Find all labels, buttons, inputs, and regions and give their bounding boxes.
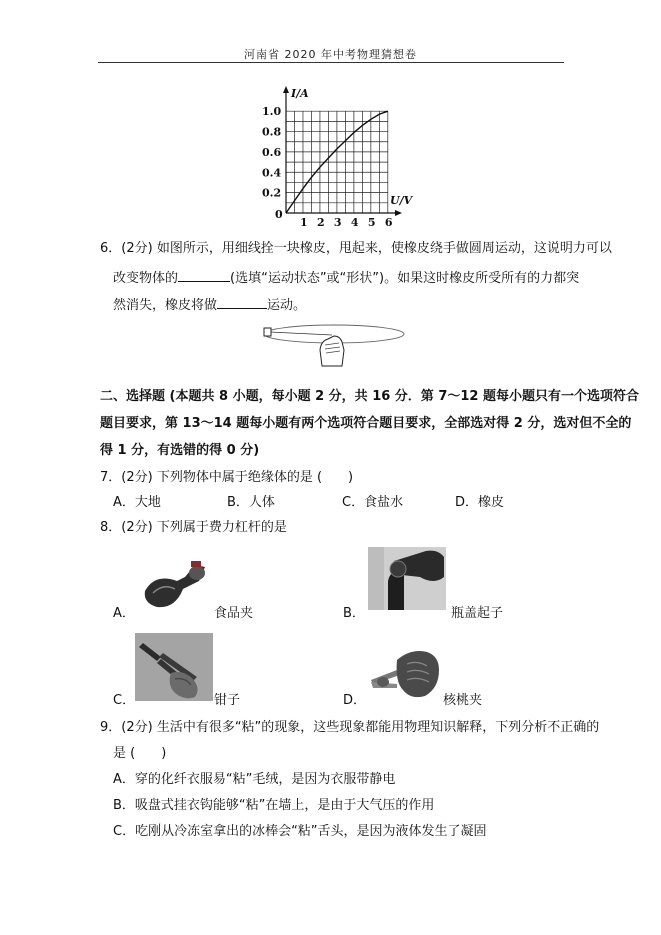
q8-stem: 8．(2分) 下列属于费力杠杆的是 [100,520,287,535]
q6-line3-a: 然消失，橡皮将做 [113,298,218,313]
origin-label: 0 [275,208,283,221]
y-tick-label: 0.4 [262,166,282,180]
y-tick-label: 0.6 [262,145,282,159]
iu-graph [262,82,422,232]
q8-option-a-letter[interactable]: A． [113,606,135,621]
q9-stem-line2: 是 ( ) [113,746,167,761]
header-divider [98,62,564,63]
q6-blank-1[interactable] [178,268,230,282]
q6-line2-b: (选填“运动状态”或“形状”)。如果这时橡皮所受所有的力都突 [230,271,580,286]
swinging-eraser-figure [258,314,408,376]
q6-blank-2[interactable] [217,295,267,309]
q8-option-d-letter[interactable]: D． [343,693,367,708]
q7-option-a[interactable]: A．大地 [113,495,161,510]
q7-option-d[interactable]: D．橡皮 [455,495,505,510]
y-axis-arrow [283,86,289,93]
x-axis-label: U/V [390,194,413,207]
x-tick-label: 4 [350,216,359,229]
q8-option-c-letter[interactable]: C． [113,693,136,708]
hand-icon [320,336,344,366]
walnut-cracker-image [367,640,445,702]
q9-option-c[interactable]: C．吃刚从冷冻室拿出的冰棒会“粘”舌头，是因为液体发生了凝固 [113,824,487,839]
q8-option-c-label: 钳子 [214,693,241,708]
q8-option-b-letter[interactable]: B． [343,606,365,621]
food-tongs-image [135,553,215,613]
pliers-image [135,633,213,701]
x-tick-label: 1 [299,216,308,229]
q6-line1: 6．(2分) 如图所示，用细线拴一块橡皮，甩起来，使橡皮绕手做圆周运动，这说明力可以 [100,241,612,256]
y-tick-label: 1.0 [262,105,282,119]
bottle-opener-image [368,547,446,610]
x-tick-label: 6 [384,216,393,229]
y-axis-label: I/A [291,87,309,100]
y-tick-label: 0.2 [262,186,282,200]
section2-line3: 得 1 分，有选错的得 0 分) [100,443,260,458]
q9-option-b[interactable]: B．吸盘式挂衣钩能够“粘”在墙上，是由于大气压的作用 [113,798,435,813]
q6-line2 [113,268,579,288]
graph-grid [286,111,388,213]
eraser-icon [264,328,271,336]
q9-stem-line1: 9．(2分) 生活中有很多“粘”的现象，这些现象都能用物理知识解释，下列分析不正确的 [100,720,600,735]
q7-option-c[interactable]: C．食盐水 [342,495,404,510]
q6-line3 [113,295,306,315]
q8-option-a-label: 食品夹 [214,606,254,621]
q9-option-a[interactable]: A．穿的化纤衣服易“粘”毛绒，是因为衣服带静电 [113,772,396,787]
page-header-title: 河南省 2020 年中考物理猜想卷 [244,48,417,61]
q7-stem: 7．(2分) 下列物体中属于绝缘体的是 ( ) [100,470,354,485]
y-tick-label: 0.8 [262,125,282,139]
x-axis-arrow [395,210,402,216]
section2-line2: 题目要求，第 13～14 题每小题有两个选项符合题目要求，全部选对得 2 分，选对但不全的 [100,416,632,431]
q8-option-d-label: 核桃夹 [443,693,483,708]
x-tick-label: 3 [333,216,342,229]
string-line [270,332,332,335]
section2-line1: 二、选择题 (本题共 8 小题，每小题 2 分，共 16 分．第 7～12 题每小题只有一个选项符合 [100,389,639,404]
q7-option-b[interactable]: B．人体 [227,495,275,510]
q6-line3-b: 运动。 [267,298,307,313]
x-tick-label: 5 [367,216,376,229]
q6-line2-a: 改变物体的 [113,271,179,286]
q8-option-b-label: 瓶盖起子 [451,606,504,621]
x-tick-label: 2 [316,216,325,229]
